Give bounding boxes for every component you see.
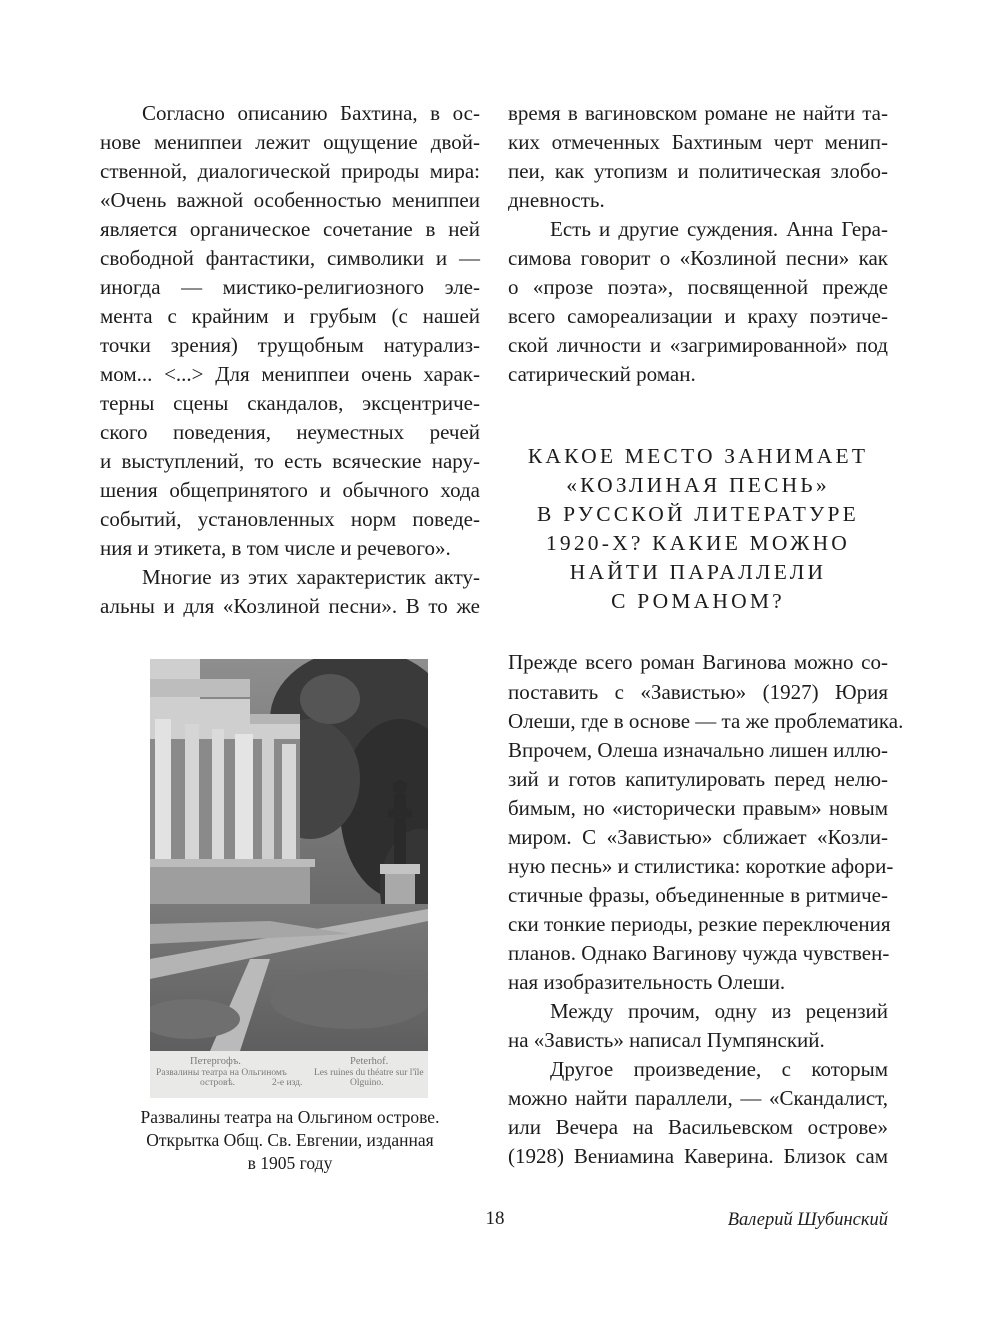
postcard-title-fr: Peterhof.	[350, 1056, 389, 1067]
text-line: пеи, как утопизм и политическая злобо-	[508, 159, 888, 183]
text-line: и выступлений, то есть всяческие нару-	[100, 449, 480, 473]
text-line: на «Зависть» написал Пумпянский.	[508, 1028, 825, 1052]
text-line: сатирический роман.	[508, 362, 696, 386]
caption-line: Открытка Общ. Св. Евгении, изданная	[146, 1130, 434, 1150]
text-line: мента с крайним и грубым (с нашей	[100, 304, 480, 328]
heading-line: «КОЗЛИНАЯ ПЕСНЬ»	[566, 473, 830, 497]
postcard-line-fr: Olguino.	[350, 1078, 384, 1088]
text-line: Впрочем, Олеша изначально лишен иллю-	[508, 738, 889, 762]
caption-line: в 1905 году	[247, 1153, 333, 1173]
text-line: миром. С «Завистью» сближает «Козли-	[508, 825, 888, 849]
text-line: зий и готов капитулировать перед нелю-	[508, 767, 888, 791]
text-line: планов. Однако Вагинову чужда чувствен-	[508, 941, 890, 965]
heading-line: КАКОЕ МЕСТО ЗАНИМАЕТ	[527, 444, 869, 468]
ruins-illustration	[150, 659, 428, 1051]
text-line: Другое произведение, с которым	[550, 1057, 888, 1081]
heading-line: В РУССКОЙ ЛИТЕРАТУРЕ	[537, 502, 859, 526]
text-line: симова говорит о «Козлиной песни» как	[508, 246, 888, 270]
text-line: можно найти параллели, — «Скандалист,	[508, 1086, 888, 1110]
text-line: ски тонкие периоды, резкие переключения	[508, 912, 891, 936]
text-line: о «прозе поэта», посвященной прежде	[508, 275, 888, 299]
text-line: свободной фантастики, символики и —	[100, 246, 480, 270]
text-line: всего самореализации и краху поэтиче-	[508, 304, 888, 328]
text-line: ная изобразительность Олеши.	[508, 970, 786, 994]
postcard-edition: 2-е изд.	[272, 1078, 303, 1088]
text-line: терны сцены скандалов, эксцентриче-	[100, 391, 480, 415]
text-line: событий, установленных норм поведе-	[100, 507, 480, 531]
text-line: время в вагиновском романе не найти та-	[508, 101, 888, 125]
text-line: является органическое сочетание в ней	[100, 217, 480, 241]
text-line: Согласно описанию Бахтина, в ос-	[142, 101, 480, 125]
text-line: ния и этикета, в том числе и речевого».	[100, 536, 451, 560]
postcard-photo	[150, 659, 428, 1098]
heading-line: 1920-Х? КАКИЕ МОЖНО	[545, 531, 851, 555]
text-line: Есть и другие суждения. Анна Гера-	[550, 217, 888, 241]
text-line: ких отмеченных Бахтиным черт менип-	[508, 130, 888, 154]
text-line: ской личности и «загримированной» под	[508, 333, 888, 357]
text-line: мом... <...> Для мениппеи очень харак-	[100, 362, 480, 386]
postcard-line-ru: Развалины театра на Ольгиномъ	[156, 1068, 287, 1078]
text-line: Прежде всего роман Вагинова можно со-	[508, 650, 888, 674]
postcard-line-fr: Les ruines du théatre sur l'île	[314, 1068, 424, 1078]
text-line: бимым, но «исторически правым» новым	[508, 796, 888, 820]
text-line: дневность.	[508, 188, 605, 212]
text-line: альны и для «Козлиной песни». В то же	[100, 594, 480, 618]
postcard-caption-strip	[150, 1051, 428, 1098]
text-line: шения общепринятого и обычного хода	[100, 478, 480, 502]
text-line: нове мениппеи лежит ощущение двой-	[100, 130, 480, 154]
running-author: Валерий Шубинский	[727, 1210, 888, 1230]
text-line: поставить с «Завистью» (1927) Юрия	[508, 680, 888, 704]
postcard-line-ru: островѣ.	[200, 1078, 235, 1088]
text-line: Между прочим, одну из рецензий	[550, 999, 888, 1023]
text-line: «Очень важной особенностью мениппеи	[100, 188, 480, 212]
text-line: ную песнь» и стилистика: короткие афори-	[508, 854, 894, 878]
text-line: иногда — мистико-религиозного эле-	[100, 275, 480, 299]
text-line: Олеши, где в основе — та же проблематика.	[508, 709, 904, 733]
text-line: ского поведения, неуместных речей	[100, 420, 480, 444]
text-line: Многие из этих характеристик акту-	[142, 565, 480, 589]
text-line: или Вечера на Васильевском острове»	[508, 1115, 888, 1139]
text-line: (1928) Вениамина Каверина. Близок сам	[508, 1144, 888, 1168]
heading-line: НАЙТИ ПАРАЛЛЕЛИ	[569, 560, 827, 584]
text-line: точки зрения) трущобным натурализ-	[100, 333, 480, 357]
text-line: ственной, диалогической природы мира:	[100, 159, 480, 183]
text-line: стичные фразы, объединенные в ритмиче-	[508, 883, 888, 907]
postcard-title-ru: Петергофъ.	[190, 1056, 241, 1067]
caption-line: Развалины театра на Ольгином острове.	[140, 1107, 440, 1127]
page-number: 18	[485, 1208, 505, 1229]
heading-line: С РОМАНОМ?	[611, 589, 785, 613]
